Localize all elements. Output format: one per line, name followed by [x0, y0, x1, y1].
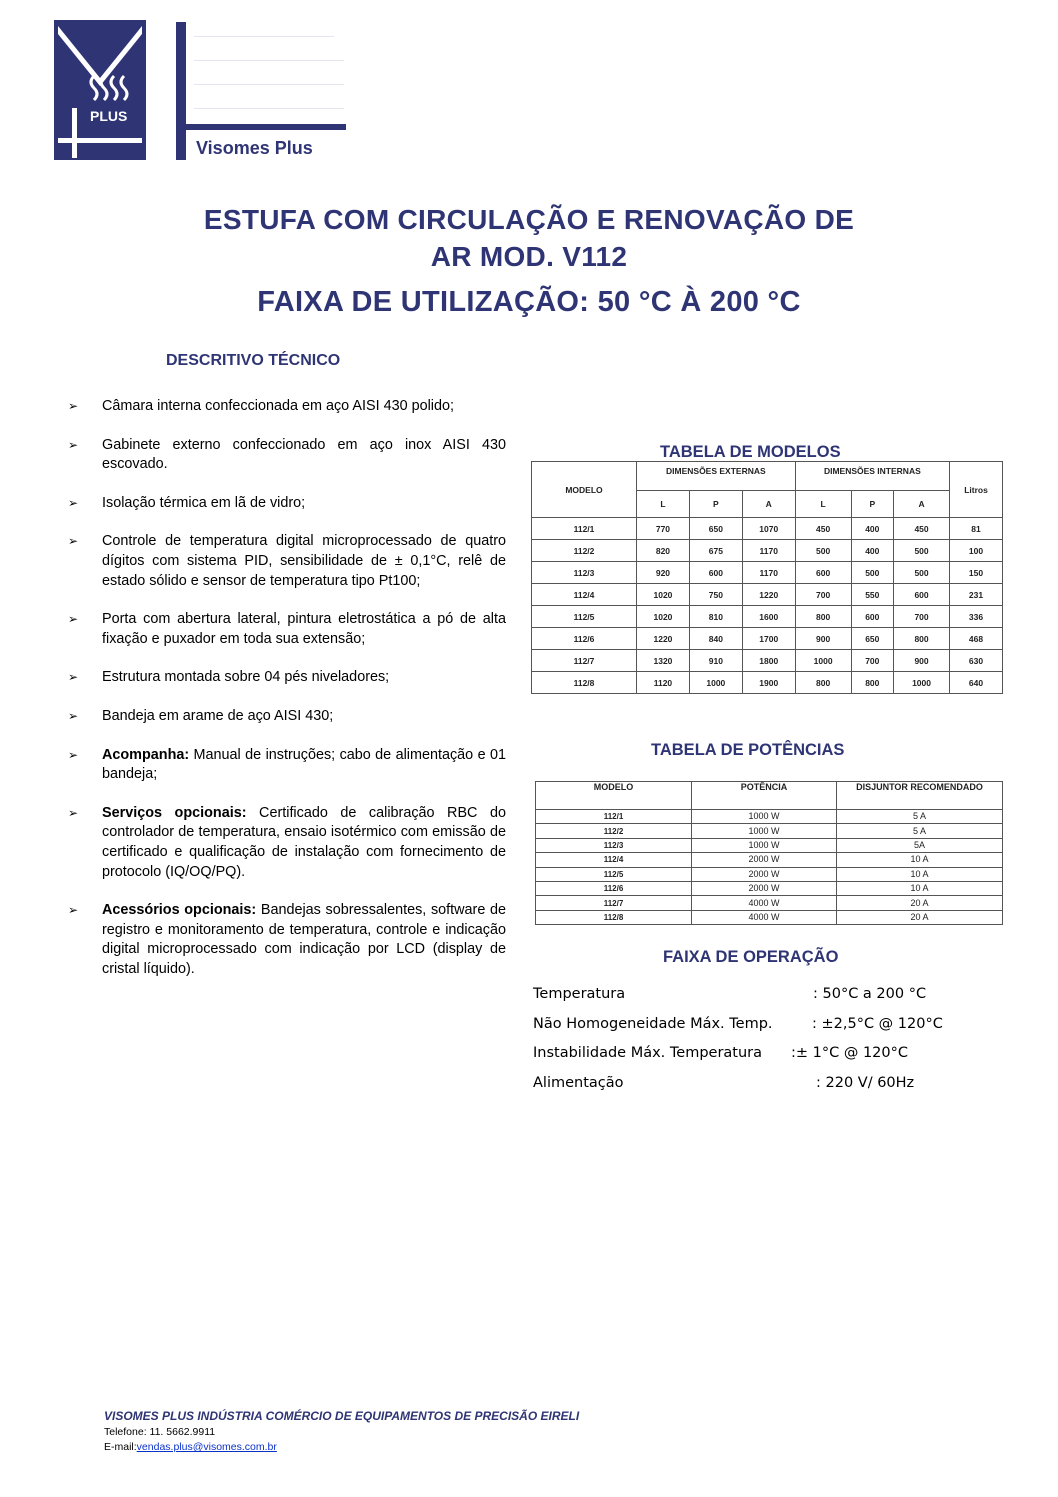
descritivo-item-text: Porta com abertura lateral, pintura eletrostática a pó de alta fixação e puxador em toda sua extensão;: [102, 611, 506, 647]
models-cell: 400: [851, 518, 894, 540]
footer-company: VISOMES PLUS INDÚSTRIA COMÉRCIO DE EQUIPAMENTOS DE PRECISÃO EIRELI: [104, 1409, 580, 1423]
powers-row: [536, 824, 1003, 838]
operacao-value: : 50°C a 200 °C: [813, 986, 927, 1002]
arrow-bullet-icon: ➢: [68, 534, 79, 549]
models-cell: 600: [689, 562, 742, 584]
operacao-list: [533, 986, 1003, 1104]
potencias-heading: TABELA DE POTÊNCIAS: [651, 741, 845, 759]
powers-cell: 10 A: [837, 867, 1003, 881]
powers-cell: 112/8: [536, 910, 692, 924]
powers-row: [536, 910, 1003, 924]
arrow-bullet-icon: ➢: [68, 747, 79, 762]
descritivo-item: [64, 436, 506, 475]
models-cell: 1000: [894, 672, 950, 694]
models-col-ext: DIMENSÕES EXTERNAS: [637, 462, 796, 491]
models-cell: 700: [795, 584, 851, 606]
models-cell: 840: [689, 628, 742, 650]
models-cell: 1120: [637, 672, 690, 694]
brand-name: Visomes Plus: [196, 138, 313, 158]
powers-cell: 2000 W: [692, 867, 837, 881]
powers-row: [536, 810, 1003, 824]
powers-cell: 112/3: [536, 838, 692, 852]
descritivo-item-label: Acessórios opcionais:: [102, 902, 257, 919]
models-sub-a: A: [742, 491, 795, 518]
powers-cell: 4000 W: [692, 910, 837, 924]
models-cell: 770: [637, 518, 690, 540]
models-cell: 112/3: [532, 562, 637, 584]
models-table: [531, 461, 1003, 694]
models-cell: 750: [689, 584, 742, 606]
operacao-row: [533, 1045, 1003, 1075]
powers-cell: 112/1: [536, 810, 692, 824]
models-cell: 1220: [742, 584, 795, 606]
models-cell: 150: [950, 562, 1003, 584]
models-cell: 1170: [742, 540, 795, 562]
models-cell: 81: [950, 518, 1003, 540]
models-cell: 1220: [637, 628, 690, 650]
footer-email-line: [104, 1441, 277, 1453]
models-cell: 1020: [637, 606, 690, 628]
models-cell: 800: [795, 606, 851, 628]
descritivo-item: [64, 494, 506, 514]
models-cell: 1320: [637, 650, 690, 672]
operacao-label: Alimentação: [533, 1074, 624, 1091]
models-cell: 1020: [637, 584, 690, 606]
descritivo-heading: DESCRITIVO TÉCNICO: [166, 352, 341, 369]
models-cell: 1000: [795, 650, 851, 672]
powers-cell: 20 A: [837, 910, 1003, 924]
models-cell: 1600: [742, 606, 795, 628]
models-cell: 900: [795, 628, 851, 650]
models-cell: 400: [851, 540, 894, 562]
descritivo-item-text: Manual de instruções; cabo de alimentação e 01 bandeja;: [102, 746, 506, 783]
operacao-value: : 220 V/ 60Hz: [816, 1074, 915, 1091]
models-cell: 700: [894, 606, 950, 628]
models-cell: 500: [894, 540, 950, 562]
models-col-int: DIMENSÕES INTERNAS: [795, 462, 949, 491]
models-cell: 900: [894, 650, 950, 672]
powers-cell: 5 A: [837, 824, 1003, 838]
powers-cell: 112/2: [536, 824, 692, 838]
footer-email-label: E-mail:: [104, 1441, 137, 1453]
models-sub-p: P: [851, 491, 894, 518]
descritivo-item-text: Câmara interna confeccionada em aço AISI 430 polido;: [102, 398, 454, 414]
models-sub-l: L: [637, 491, 690, 518]
powers-col-disjuntor: DISJUNTOR RECOMENDADO: [837, 782, 1003, 810]
powers-cell: 2000 W: [692, 881, 837, 895]
powers-cell: 5 A: [837, 810, 1003, 824]
powers-col-potencia: POTÊNCIA: [692, 782, 837, 810]
svg-text:PLUS: PLUS: [90, 108, 128, 124]
operacao-value: : ±2,5°C @ 120°C: [812, 1015, 943, 1032]
models-row: [532, 606, 1003, 628]
models-cell: 650: [851, 628, 894, 650]
powers-cell: 112/4: [536, 853, 692, 867]
descritivo-item-text: Bandejas sobressalentes, software de registro e monitoramento de temperatura, controle e indicação digital microprocessado com indicação por LCD (display de cristal líquido).: [102, 902, 506, 977]
descritivo-item: [64, 901, 506, 979]
arrow-bullet-icon: ➢: [68, 437, 79, 452]
title-line-3: FAIXA DE UTILIZAÇÃO: 50 °C À 200 °C: [257, 286, 801, 318]
descritivo-item: [64, 397, 506, 417]
descritivo-item-text: Controle de temperatura digital microprocessado de quatro dígitos com sistema PID, sensibilidade de ± 0,1°C, relê de estado sólido e sensor de temperatura tipo Pt100;: [102, 533, 506, 589]
models-cell: 1170: [742, 562, 795, 584]
operacao-heading: FAIXA DE OPERAÇÃO: [663, 948, 839, 966]
operacao-row: [533, 986, 1003, 1016]
descritivo-item-text: Estrutura montada sobre 04 pés niveladores;: [102, 669, 390, 686]
descritivo-item-text: Gabinete externo confeccionado em aço inox AISI 430 escovado.: [102, 436, 506, 473]
arrow-bullet-icon: ➢: [68, 708, 79, 723]
models-cell: 100: [950, 540, 1003, 562]
powers-cell: 1000 W: [692, 810, 837, 824]
powers-cell: 10 A: [837, 853, 1003, 867]
powers-cell: 112/7: [536, 896, 692, 910]
arrow-bullet-icon: ➢: [68, 805, 79, 820]
models-cell: 336: [950, 606, 1003, 628]
models-cell: 640: [950, 672, 1003, 694]
operacao-label: Instabilidade Máx. Temperatura: [533, 1045, 763, 1061]
models-cell: 800: [894, 628, 950, 650]
models-cell: 500: [894, 562, 950, 584]
models-row: [532, 540, 1003, 562]
powers-cell: 1000 W: [692, 824, 837, 838]
descritivo-item-text: Certificado de calibração RBC do controlador de temperatura, ensaio isotérmico com emissão de certificado e qualificação de instalação com fornecimento de protocolo (IQ/OQ/PQ).: [102, 804, 506, 880]
models-cell: 468: [950, 628, 1003, 650]
models-cell: 1900: [742, 672, 795, 694]
powers-cell: 112/5: [536, 867, 692, 881]
descritivo-item: [64, 746, 506, 785]
models-cell: 820: [637, 540, 690, 562]
models-sub-p: P: [689, 491, 742, 518]
title-line-2: AR MOD. V112: [430, 241, 628, 272]
powers-cell: 2000 W: [692, 853, 837, 867]
models-cell: 1070: [742, 518, 795, 540]
operacao-label: Temperatura: [533, 986, 626, 1002]
models-row: [532, 584, 1003, 606]
models-cell: 1800: [742, 650, 795, 672]
models-row: [532, 672, 1003, 694]
powers-cell: 1000 W: [692, 838, 837, 852]
powers-col-modelo: MODELO: [536, 782, 692, 810]
operacao-row: [533, 1016, 1003, 1046]
models-cell: 112/1: [532, 518, 637, 540]
powers-cell: 5A: [837, 838, 1003, 852]
models-row: [532, 628, 1003, 650]
models-cell: 810: [689, 606, 742, 628]
models-row: [532, 562, 1003, 584]
models-cell: 550: [851, 584, 894, 606]
models-cell: 500: [795, 540, 851, 562]
powers-table: [535, 781, 1003, 925]
arrow-bullet-icon: ➢: [68, 670, 79, 685]
powers-row: [536, 867, 1003, 881]
descritivo-item-text: Bandeja em arame de aço AISI 430;: [102, 707, 334, 724]
models-cell: 920: [637, 562, 690, 584]
models-cell: 1000: [689, 672, 742, 694]
models-cell: 700: [851, 650, 894, 672]
operacao-label: Não Homogeneidade Máx. Temp.: [533, 1015, 773, 1032]
footer-email-link[interactable]: vendas.plus@visomes.com.br: [136, 1441, 277, 1453]
models-cell: 112/6: [532, 628, 637, 650]
descritivo-item: [64, 804, 506, 882]
models-cell: 800: [851, 672, 894, 694]
models-cell: 800: [795, 672, 851, 694]
powers-cell: 4000 W: [692, 896, 837, 910]
models-cell: 112/8: [532, 672, 637, 694]
models-col-litros: Litros: [950, 462, 1003, 518]
descritivo-item: [64, 532, 506, 591]
title-line-1: ESTUFA COM CIRCULAÇÃO E RENOVAÇÃO DE: [203, 204, 855, 235]
models-cell: 910: [689, 650, 742, 672]
powers-cell: 20 A: [837, 896, 1003, 910]
powers-row: [536, 853, 1003, 867]
models-cell: 112/5: [532, 606, 637, 628]
models-cell: 675: [689, 540, 742, 562]
models-cell: 600: [851, 606, 894, 628]
models-row: [532, 518, 1003, 540]
descritivo-list: [64, 397, 506, 998]
powers-row: [536, 896, 1003, 910]
powers-row: [536, 838, 1003, 852]
models-sub-l: L: [795, 491, 851, 518]
models-cell: 1700: [742, 628, 795, 650]
models-cell: 650: [689, 518, 742, 540]
models-cell: 630: [950, 650, 1003, 672]
models-cell: 231: [950, 584, 1003, 606]
models-cell: 112/2: [532, 540, 637, 562]
operacao-value: :± 1°C @ 120°C: [791, 1045, 909, 1061]
descritivo-item-text: Isolação térmica em lã de vidro;: [102, 494, 306, 511]
models-cell: 450: [795, 518, 851, 540]
models-cell: 112/7: [532, 650, 637, 672]
descritivo-item: [64, 610, 506, 649]
arrow-bullet-icon: ➢: [68, 399, 79, 413]
powers-row: [536, 881, 1003, 895]
models-cell: 450: [894, 518, 950, 540]
descritivo-item: [64, 707, 506, 727]
descritivo-item: [64, 668, 506, 688]
operacao-row: [533, 1075, 1003, 1105]
arrow-bullet-icon: ➢: [68, 903, 79, 918]
models-row: [532, 650, 1003, 672]
models-cell: 600: [795, 562, 851, 584]
models-cell: 500: [851, 562, 894, 584]
powers-cell: 112/6: [536, 881, 692, 895]
descritivo-item-label: Serviços opcionais:: [102, 804, 247, 821]
footer-phone: Telefone: 11. 5662.9911: [104, 1426, 216, 1438]
powers-cell: 10 A: [837, 881, 1003, 895]
arrow-bullet-icon: ➢: [68, 612, 79, 627]
descritivo-item-label: Acompanha:: [102, 746, 190, 763]
models-col-modelo: MODELO: [532, 462, 637, 518]
arrow-bullet-icon: ➢: [68, 495, 79, 510]
modelos-heading: TABELA DE MODELOS: [660, 443, 841, 461]
models-cell: 112/4: [532, 584, 637, 606]
models-sub-a: A: [894, 491, 950, 518]
models-cell: 600: [894, 584, 950, 606]
